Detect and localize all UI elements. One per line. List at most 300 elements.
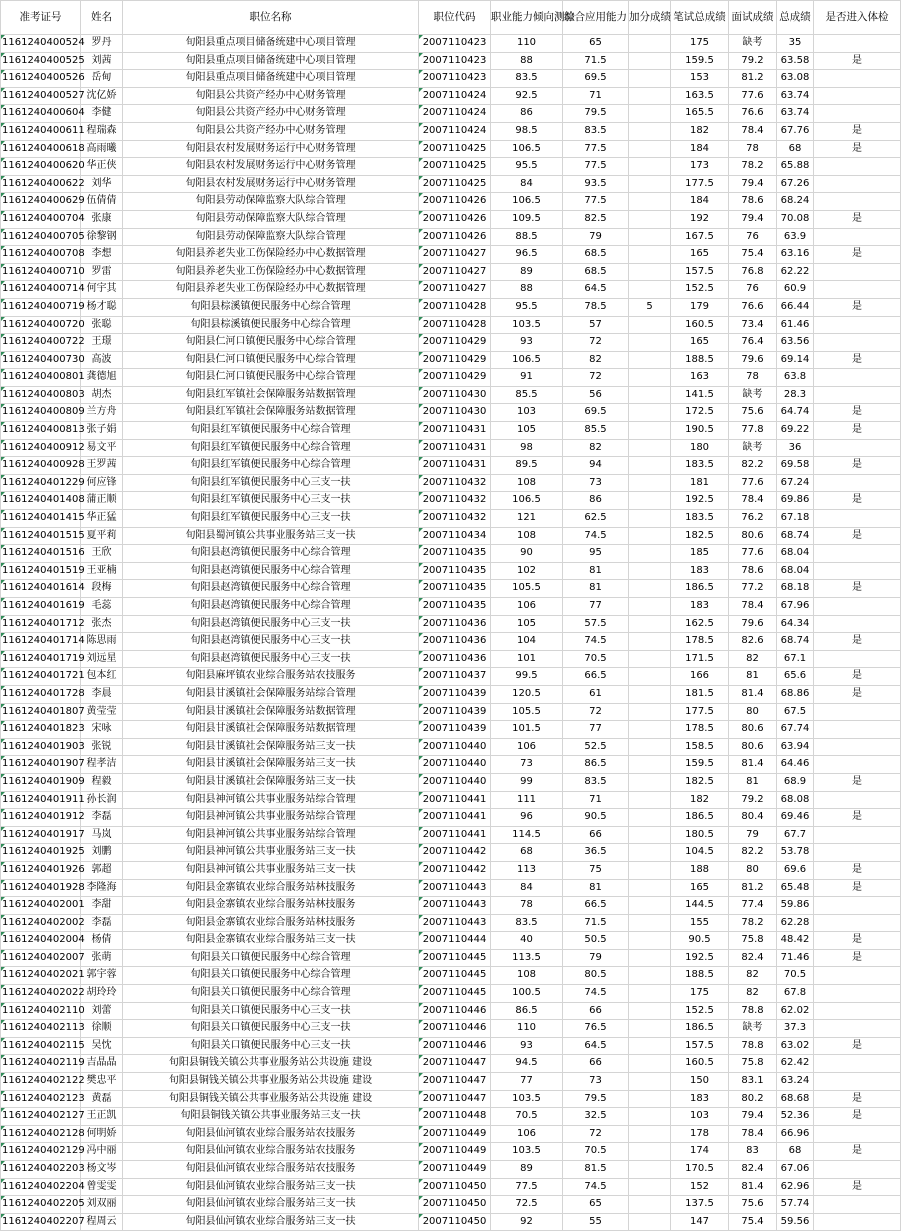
cell-applied-score[interactable]: 52.5 [563, 738, 629, 756]
cell-medical-check[interactable] [814, 562, 901, 580]
cell-aptitude-score[interactable]: 92 [491, 1213, 563, 1231]
cell-aptitude-score[interactable]: 68 [491, 844, 563, 862]
cell-medical-check[interactable] [814, 1002, 901, 1020]
cell-interview-score[interactable]: 75.8 [729, 1055, 777, 1073]
cell-exam-id[interactable]: 1161240401907 [1, 756, 81, 774]
cell-bonus-score[interactable] [629, 474, 671, 492]
cell-total-score[interactable]: 69.22 [777, 422, 814, 440]
cell-exam-id[interactable]: 1161240400801 [1, 369, 81, 387]
cell-written-total[interactable]: 144.5 [671, 897, 729, 915]
cell-name[interactable]: 李想 [81, 246, 123, 264]
cell-position-code[interactable]: 2007110449 [419, 1161, 491, 1179]
cell-position-name[interactable]: 旬阳县公共资产经办中心财务管理 [123, 105, 419, 123]
cell-position-name[interactable]: 旬阳县铜钱关镇公共事业服务站公共设施 建设 [123, 1055, 419, 1073]
cell-written-total[interactable]: 137.5 [671, 1196, 729, 1214]
cell-position-name[interactable]: 旬阳县农村发展财务运行中心财务管理 [123, 140, 419, 158]
cell-exam-id[interactable]: 1161240402123 [1, 1090, 81, 1108]
cell-bonus-score[interactable] [629, 1020, 671, 1038]
cell-aptitude-score[interactable]: 84 [491, 879, 563, 897]
cell-written-total[interactable]: 192.5 [671, 949, 729, 967]
cell-medical-check[interactable] [814, 897, 901, 915]
cell-medical-check[interactable] [814, 369, 901, 387]
cell-written-total[interactable]: 159.5 [671, 52, 729, 70]
cell-position-code[interactable]: 2007110450 [419, 1213, 491, 1231]
cell-position-name[interactable]: 旬阳县养老失业工伤保险经办中心数据管理 [123, 263, 419, 281]
cell-position-name[interactable]: 旬阳县甘溪镇社会保障服务站三支一扶 [123, 738, 419, 756]
cell-bonus-score[interactable] [629, 422, 671, 440]
cell-name[interactable]: 兰方舟 [81, 404, 123, 422]
cell-position-name[interactable]: 旬阳县赵湾镇便民服务中心三支一扶 [123, 615, 419, 633]
column-header-applied-score[interactable]: 综合应用能力 [563, 1, 629, 35]
cell-aptitude-score[interactable]: 104 [491, 633, 563, 651]
cell-applied-score[interactable]: 65 [563, 1196, 629, 1214]
cell-position-name[interactable]: 旬阳县关口镇便民服务中心综合管理 [123, 985, 419, 1003]
cell-name[interactable]: 樊忠平 [81, 1073, 123, 1091]
cell-total-score[interactable]: 69.58 [777, 457, 814, 475]
cell-interview-score[interactable]: 83 [729, 1143, 777, 1161]
cell-position-name[interactable]: 旬阳县劳动保障监察大队综合管理 [123, 228, 419, 246]
cell-bonus-score[interactable] [629, 1055, 671, 1073]
cell-position-name[interactable]: 旬阳县仙河镇农业综合服务站三支一扶 [123, 1196, 419, 1214]
cell-applied-score[interactable]: 57.5 [563, 615, 629, 633]
cell-exam-id[interactable]: 1161240400714 [1, 281, 81, 299]
cell-position-name[interactable]: 旬阳县神河镇公共事业服务站三支一扶 [123, 861, 419, 879]
cell-applied-score[interactable]: 72 [563, 334, 629, 352]
cell-position-name[interactable]: 旬阳县甘溪镇社会保障服务站三支一扶 [123, 773, 419, 791]
cell-interview-score[interactable]: 80.4 [729, 809, 777, 827]
cell-applied-score[interactable]: 83.5 [563, 122, 629, 140]
cell-interview-score[interactable]: 78.8 [729, 1037, 777, 1055]
cell-applied-score[interactable]: 73 [563, 1073, 629, 1091]
cell-applied-score[interactable]: 75 [563, 861, 629, 879]
cell-total-score[interactable]: 69.46 [777, 809, 814, 827]
cell-exam-id[interactable]: 1161240401408 [1, 492, 81, 510]
cell-name[interactable]: 胡玲玲 [81, 985, 123, 1003]
cell-interview-score[interactable]: 81.4 [729, 685, 777, 703]
cell-total-score[interactable]: 63.8 [777, 369, 814, 387]
cell-name[interactable]: 毛蕊 [81, 598, 123, 616]
cell-applied-score[interactable]: 79 [563, 228, 629, 246]
cell-exam-id[interactable]: 1161240401229 [1, 474, 81, 492]
cell-position-name[interactable]: 旬阳县关口镇便民服务中心综合管理 [123, 949, 419, 967]
cell-exam-id[interactable]: 1161240402122 [1, 1073, 81, 1091]
cell-applied-score[interactable]: 77.5 [563, 140, 629, 158]
cell-position-name[interactable]: 旬阳县甘溪镇社会保障服务站数据管理 [123, 721, 419, 739]
cell-aptitude-score[interactable]: 106.5 [491, 351, 563, 369]
cell-bonus-score[interactable] [629, 633, 671, 651]
cell-interview-score[interactable]: 77.8 [729, 422, 777, 440]
cell-name[interactable]: 岳甸 [81, 70, 123, 88]
cell-applied-score[interactable]: 64.5 [563, 281, 629, 299]
cell-name[interactable]: 包本红 [81, 668, 123, 686]
cell-aptitude-score[interactable]: 106.5 [491, 193, 563, 211]
cell-bonus-score[interactable] [629, 1090, 671, 1108]
cell-bonus-score[interactable] [629, 668, 671, 686]
cell-total-score[interactable]: 68.86 [777, 685, 814, 703]
cell-written-total[interactable]: 153 [671, 70, 729, 88]
cell-position-code[interactable]: 2007110429 [419, 369, 491, 387]
cell-interview-score[interactable]: 82.4 [729, 1161, 777, 1179]
cell-position-code[interactable]: 2007110450 [419, 1196, 491, 1214]
cell-position-code[interactable]: 2007110423 [419, 35, 491, 53]
cell-aptitude-score[interactable]: 113 [491, 861, 563, 879]
cell-position-name[interactable]: 旬阳县农村发展财务运行中心财务管理 [123, 158, 419, 176]
cell-position-name[interactable]: 旬阳县金寨镇农业综合服务站林技服务 [123, 897, 419, 915]
cell-bonus-score[interactable] [629, 650, 671, 668]
cell-position-name[interactable]: 旬阳县重点项目储备统建中心项目管理 [123, 70, 419, 88]
cell-applied-score[interactable]: 69.5 [563, 70, 629, 88]
cell-position-name[interactable]: 旬阳县甘溪镇社会保障服务站数据管理 [123, 703, 419, 721]
cell-interview-score[interactable]: 82 [729, 967, 777, 985]
cell-name[interactable]: 何明娇 [81, 1125, 123, 1143]
cell-aptitude-score[interactable]: 106.5 [491, 492, 563, 510]
cell-exam-id[interactable]: 1161240402205 [1, 1196, 81, 1214]
cell-bonus-score[interactable] [629, 210, 671, 228]
cell-bonus-score[interactable] [629, 1161, 671, 1179]
cell-written-total[interactable]: 179 [671, 298, 729, 316]
cell-aptitude-score[interactable]: 93 [491, 334, 563, 352]
cell-name[interactable]: 郭超 [81, 861, 123, 879]
cell-interview-score[interactable]: 78 [729, 369, 777, 387]
cell-name[interactable]: 何应锋 [81, 474, 123, 492]
cell-name[interactable]: 蒲正顺 [81, 492, 123, 510]
cell-medical-check[interactable] [814, 1196, 901, 1214]
cell-position-name[interactable]: 旬阳县甘溪镇社会保障服务站综合管理 [123, 685, 419, 703]
cell-interview-score[interactable]: 76 [729, 281, 777, 299]
cell-bonus-score[interactable] [629, 914, 671, 932]
cell-total-score[interactable]: 67.76 [777, 122, 814, 140]
cell-applied-score[interactable]: 95 [563, 545, 629, 563]
cell-aptitude-score[interactable]: 73 [491, 756, 563, 774]
cell-written-total[interactable]: 177.5 [671, 703, 729, 721]
cell-applied-score[interactable]: 77.5 [563, 193, 629, 211]
cell-medical-check[interactable] [814, 228, 901, 246]
cell-position-name[interactable]: 旬阳县铜钱关镇公共事业服务站三支一扶 [123, 1108, 419, 1126]
cell-interview-score[interactable]: 78.4 [729, 598, 777, 616]
cell-position-code[interactable]: 2007110446 [419, 1037, 491, 1055]
cell-aptitude-score[interactable]: 102 [491, 562, 563, 580]
cell-aptitude-score[interactable]: 94.5 [491, 1055, 563, 1073]
cell-written-total[interactable]: 170.5 [671, 1161, 729, 1179]
cell-interview-score[interactable]: 79.2 [729, 52, 777, 70]
cell-total-score[interactable]: 52.36 [777, 1108, 814, 1126]
cell-applied-score[interactable]: 72 [563, 703, 629, 721]
cell-interview-score[interactable]: 79.4 [729, 175, 777, 193]
cell-medical-check[interactable] [814, 826, 901, 844]
cell-bonus-score[interactable] [629, 1108, 671, 1126]
cell-written-total[interactable]: 184 [671, 193, 729, 211]
cell-applied-score[interactable]: 66.5 [563, 668, 629, 686]
cell-written-total[interactable]: 157.5 [671, 1037, 729, 1055]
cell-aptitude-score[interactable]: 110 [491, 1020, 563, 1038]
cell-bonus-score[interactable] [629, 281, 671, 299]
cell-interview-score[interactable]: 80.2 [729, 1090, 777, 1108]
cell-total-score[interactable]: 68 [777, 140, 814, 158]
cell-bonus-score[interactable] [629, 193, 671, 211]
cell-written-total[interactable]: 182.5 [671, 773, 729, 791]
cell-interview-score[interactable]: 77.6 [729, 474, 777, 492]
cell-written-total[interactable]: 180 [671, 439, 729, 457]
cell-medical-check[interactable]: 是 [814, 879, 901, 897]
cell-total-score[interactable]: 59.86 [777, 897, 814, 915]
cell-medical-check[interactable]: 是 [814, 457, 901, 475]
cell-total-score[interactable]: 68.04 [777, 562, 814, 580]
cell-total-score[interactable]: 68 [777, 1143, 814, 1161]
cell-medical-check[interactable] [814, 386, 901, 404]
cell-aptitude-score[interactable]: 106 [491, 1125, 563, 1143]
cell-name[interactable]: 张聪 [81, 316, 123, 334]
cell-exam-id[interactable]: 1161240401823 [1, 721, 81, 739]
cell-position-code[interactable]: 2007110445 [419, 949, 491, 967]
cell-interview-score[interactable]: 78.2 [729, 914, 777, 932]
cell-medical-check[interactable] [814, 70, 901, 88]
cell-exam-id[interactable]: 1161240401903 [1, 738, 81, 756]
cell-applied-score[interactable]: 55 [563, 1213, 629, 1231]
cell-bonus-score[interactable] [629, 721, 671, 739]
cell-name[interactable]: 宋咏 [81, 721, 123, 739]
cell-name[interactable]: 华正侠 [81, 158, 123, 176]
cell-exam-id[interactable]: 1161240400730 [1, 351, 81, 369]
cell-medical-check[interactable]: 是 [814, 246, 901, 264]
cell-applied-score[interactable]: 74.5 [563, 985, 629, 1003]
cell-exam-id[interactable]: 1161240401614 [1, 580, 81, 598]
cell-name[interactable]: 程孝洁 [81, 756, 123, 774]
cell-bonus-score[interactable] [629, 562, 671, 580]
cell-applied-score[interactable]: 70.5 [563, 1143, 629, 1161]
cell-aptitude-score[interactable]: 99.5 [491, 668, 563, 686]
cell-medical-check[interactable] [814, 1055, 901, 1073]
cell-bonus-score[interactable] [629, 826, 671, 844]
cell-interview-score[interactable]: 78.2 [729, 158, 777, 176]
cell-exam-id[interactable]: 1161240401714 [1, 633, 81, 651]
cell-position-code[interactable]: 2007110442 [419, 861, 491, 879]
cell-position-name[interactable]: 旬阳县红军镇便民服务中心综合管理 [123, 457, 419, 475]
cell-position-code[interactable]: 2007110429 [419, 334, 491, 352]
cell-position-name[interactable]: 旬阳县重点项目储备统建中心项目管理 [123, 35, 419, 53]
cell-position-code[interactable]: 2007110431 [419, 422, 491, 440]
cell-interview-score[interactable]: 76.6 [729, 105, 777, 123]
cell-aptitude-score[interactable]: 101.5 [491, 721, 563, 739]
cell-aptitude-score[interactable]: 103 [491, 404, 563, 422]
cell-exam-id[interactable]: 1161240401917 [1, 826, 81, 844]
cell-medical-check[interactable]: 是 [814, 527, 901, 545]
cell-position-name[interactable]: 旬阳县养老失业工伤保险经办中心数据管理 [123, 281, 419, 299]
cell-aptitude-score[interactable]: 70.5 [491, 1108, 563, 1126]
cell-applied-score[interactable]: 71 [563, 791, 629, 809]
cell-applied-score[interactable]: 64.5 [563, 1037, 629, 1055]
cell-position-code[interactable]: 2007110445 [419, 985, 491, 1003]
cell-position-code[interactable]: 2007110436 [419, 615, 491, 633]
cell-medical-check[interactable] [814, 158, 901, 176]
cell-name[interactable]: 张锐 [81, 738, 123, 756]
cell-total-score[interactable]: 68.24 [777, 193, 814, 211]
cell-exam-id[interactable]: 1161240402203 [1, 1161, 81, 1179]
cell-total-score[interactable]: 60.9 [777, 281, 814, 299]
cell-exam-id[interactable]: 1161240400720 [1, 316, 81, 334]
cell-aptitude-score[interactable]: 100.5 [491, 985, 563, 1003]
cell-position-name[interactable]: 旬阳县赵湾镇便民服务中心三支一扶 [123, 650, 419, 668]
cell-interview-score[interactable]: 78.4 [729, 122, 777, 140]
cell-bonus-score[interactable] [629, 334, 671, 352]
cell-exam-id[interactable]: 1161240400928 [1, 457, 81, 475]
cell-position-code[interactable]: 2007110432 [419, 492, 491, 510]
cell-written-total[interactable]: 166 [671, 668, 729, 686]
cell-name[interactable]: 吴忱 [81, 1037, 123, 1055]
cell-written-total[interactable]: 152 [671, 1178, 729, 1196]
cell-medical-check[interactable] [814, 1161, 901, 1179]
cell-written-total[interactable]: 173 [671, 158, 729, 176]
cell-name[interactable]: 李磊 [81, 914, 123, 932]
cell-medical-check[interactable] [814, 738, 901, 756]
cell-position-name[interactable]: 旬阳县红军镇社会保障服务站数据管理 [123, 404, 419, 422]
cell-position-code[interactable]: 2007110437 [419, 668, 491, 686]
cell-aptitude-score[interactable]: 111 [491, 791, 563, 809]
cell-written-total[interactable]: 141.5 [671, 386, 729, 404]
cell-aptitude-score[interactable]: 90 [491, 545, 563, 563]
cell-bonus-score[interactable] [629, 1213, 671, 1231]
cell-exam-id[interactable]: 1161240400526 [1, 70, 81, 88]
cell-name[interactable]: 高雨曦 [81, 140, 123, 158]
cell-exam-id[interactable]: 1161240401712 [1, 615, 81, 633]
cell-written-total[interactable]: 158.5 [671, 738, 729, 756]
cell-position-name[interactable]: 旬阳县赵湾镇便民服务中心综合管理 [123, 598, 419, 616]
cell-position-name[interactable]: 旬阳县红军镇便民服务中心三支一扶 [123, 510, 419, 528]
cell-name[interactable]: 王正凯 [81, 1108, 123, 1126]
cell-interview-score[interactable]: 79.4 [729, 210, 777, 228]
cell-name[interactable]: 程瑞森 [81, 122, 123, 140]
cell-position-name[interactable]: 旬阳县关口镇便民服务中心三支一扶 [123, 1002, 419, 1020]
cell-bonus-score[interactable] [629, 369, 671, 387]
cell-total-score[interactable]: 63.56 [777, 334, 814, 352]
cell-applied-score[interactable]: 82 [563, 351, 629, 369]
cell-name[interactable]: 黄磊 [81, 1090, 123, 1108]
cell-total-score[interactable]: 65.48 [777, 879, 814, 897]
cell-written-total[interactable]: 177.5 [671, 175, 729, 193]
cell-aptitude-score[interactable]: 88 [491, 52, 563, 70]
cell-bonus-score[interactable] [629, 263, 671, 281]
cell-applied-score[interactable]: 93.5 [563, 175, 629, 193]
cell-position-name[interactable]: 旬阳县红军镇便民服务中心三支一扶 [123, 492, 419, 510]
cell-name[interactable]: 杨才聪 [81, 298, 123, 316]
cell-applied-score[interactable]: 70.5 [563, 650, 629, 668]
cell-aptitude-score[interactable]: 108 [491, 527, 563, 545]
cell-name[interactable]: 刘茜 [81, 52, 123, 70]
cell-position-code[interactable]: 2007110426 [419, 210, 491, 228]
cell-interview-score[interactable]: 78.8 [729, 1002, 777, 1020]
cell-total-score[interactable]: 67.5 [777, 703, 814, 721]
cell-total-score[interactable]: 62.22 [777, 263, 814, 281]
cell-medical-check[interactable] [814, 193, 901, 211]
cell-exam-id[interactable]: 1161240400618 [1, 140, 81, 158]
cell-written-total[interactable]: 183 [671, 1090, 729, 1108]
cell-name[interactable]: 陈思雨 [81, 633, 123, 651]
cell-interview-score[interactable]: 缺考 [729, 439, 777, 457]
cell-interview-score[interactable]: 79.2 [729, 791, 777, 809]
cell-total-score[interactable]: 67.96 [777, 598, 814, 616]
cell-interview-score[interactable]: 81.4 [729, 1178, 777, 1196]
cell-position-code[interactable]: 2007110440 [419, 738, 491, 756]
cell-exam-id[interactable]: 1161240400524 [1, 35, 81, 53]
cell-total-score[interactable]: 63.16 [777, 246, 814, 264]
cell-bonus-score[interactable] [629, 175, 671, 193]
cell-applied-score[interactable]: 66 [563, 1055, 629, 1073]
cell-exam-id[interactable]: 1161240400611 [1, 122, 81, 140]
cell-position-name[interactable]: 旬阳县重点项目储备统建中心项目管理 [123, 52, 419, 70]
cell-total-score[interactable]: 69.6 [777, 861, 814, 879]
cell-position-name[interactable]: 旬阳县赵湾镇便民服务中心三支一扶 [123, 633, 419, 651]
cell-exam-id[interactable]: 1161240402129 [1, 1143, 81, 1161]
cell-written-total[interactable]: 163.5 [671, 87, 729, 105]
cell-position-code[interactable]: 2007110449 [419, 1143, 491, 1161]
cell-written-total[interactable]: 184 [671, 140, 729, 158]
cell-bonus-score[interactable] [629, 879, 671, 897]
cell-total-score[interactable]: 28.3 [777, 386, 814, 404]
cell-position-code[interactable]: 2007110434 [419, 527, 491, 545]
cell-name[interactable]: 王璟 [81, 334, 123, 352]
cell-bonus-score[interactable] [629, 1196, 671, 1214]
cell-applied-score[interactable]: 72 [563, 1125, 629, 1143]
cell-written-total[interactable]: 165.5 [671, 105, 729, 123]
cell-aptitude-score[interactable]: 105.5 [491, 703, 563, 721]
cell-applied-score[interactable]: 82 [563, 439, 629, 457]
cell-bonus-score[interactable] [629, 756, 671, 774]
cell-position-code[interactable]: 2007110432 [419, 510, 491, 528]
cell-written-total[interactable]: 165 [671, 246, 729, 264]
cell-medical-check[interactable]: 是 [814, 422, 901, 440]
cell-written-total[interactable]: 175 [671, 985, 729, 1003]
cell-bonus-score[interactable] [629, 932, 671, 950]
cell-name[interactable]: 张萌 [81, 949, 123, 967]
cell-interview-score[interactable]: 80.6 [729, 721, 777, 739]
cell-name[interactable]: 孙长润 [81, 791, 123, 809]
cell-name[interactable]: 刘双丽 [81, 1196, 123, 1214]
cell-bonus-score[interactable] [629, 457, 671, 475]
cell-position-name[interactable]: 旬阳县公共资产经办中心财务管理 [123, 122, 419, 140]
cell-aptitude-score[interactable]: 99 [491, 773, 563, 791]
cell-name[interactable]: 程毅 [81, 773, 123, 791]
cell-applied-score[interactable]: 77 [563, 598, 629, 616]
cell-position-code[interactable]: 2007110440 [419, 756, 491, 774]
cell-name[interactable]: 杨文岑 [81, 1161, 123, 1179]
cell-aptitude-score[interactable]: 77 [491, 1073, 563, 1091]
cell-total-score[interactable]: 63.24 [777, 1073, 814, 1091]
cell-position-name[interactable]: 旬阳县红军镇便民服务中心综合管理 [123, 439, 419, 457]
cell-medical-check[interactable]: 是 [814, 1178, 901, 1196]
cell-aptitude-score[interactable]: 101 [491, 650, 563, 668]
cell-name[interactable]: 郭宇蓉 [81, 967, 123, 985]
cell-position-code[interactable]: 2007110443 [419, 879, 491, 897]
cell-bonus-score[interactable] [629, 87, 671, 105]
cell-bonus-score[interactable]: 5 [629, 298, 671, 316]
cell-name[interactable]: 刘蕾 [81, 1002, 123, 1020]
cell-applied-score[interactable]: 81.5 [563, 1161, 629, 1179]
cell-bonus-score[interactable] [629, 615, 671, 633]
cell-bonus-score[interactable] [629, 773, 671, 791]
cell-name[interactable]: 李健 [81, 105, 123, 123]
cell-position-code[interactable]: 2007110447 [419, 1090, 491, 1108]
cell-position-code[interactable]: 2007110446 [419, 1002, 491, 1020]
cell-total-score[interactable]: 68.08 [777, 791, 814, 809]
cell-applied-score[interactable]: 82.5 [563, 210, 629, 228]
cell-applied-score[interactable]: 74.5 [563, 527, 629, 545]
cell-interview-score[interactable]: 75.6 [729, 404, 777, 422]
cell-medical-check[interactable]: 是 [814, 492, 901, 510]
cell-position-code[interactable]: 2007110441 [419, 826, 491, 844]
cell-medical-check[interactable]: 是 [814, 580, 901, 598]
cell-written-total[interactable]: 190.5 [671, 422, 729, 440]
cell-applied-score[interactable]: 71.5 [563, 52, 629, 70]
cell-medical-check[interactable] [814, 281, 901, 299]
